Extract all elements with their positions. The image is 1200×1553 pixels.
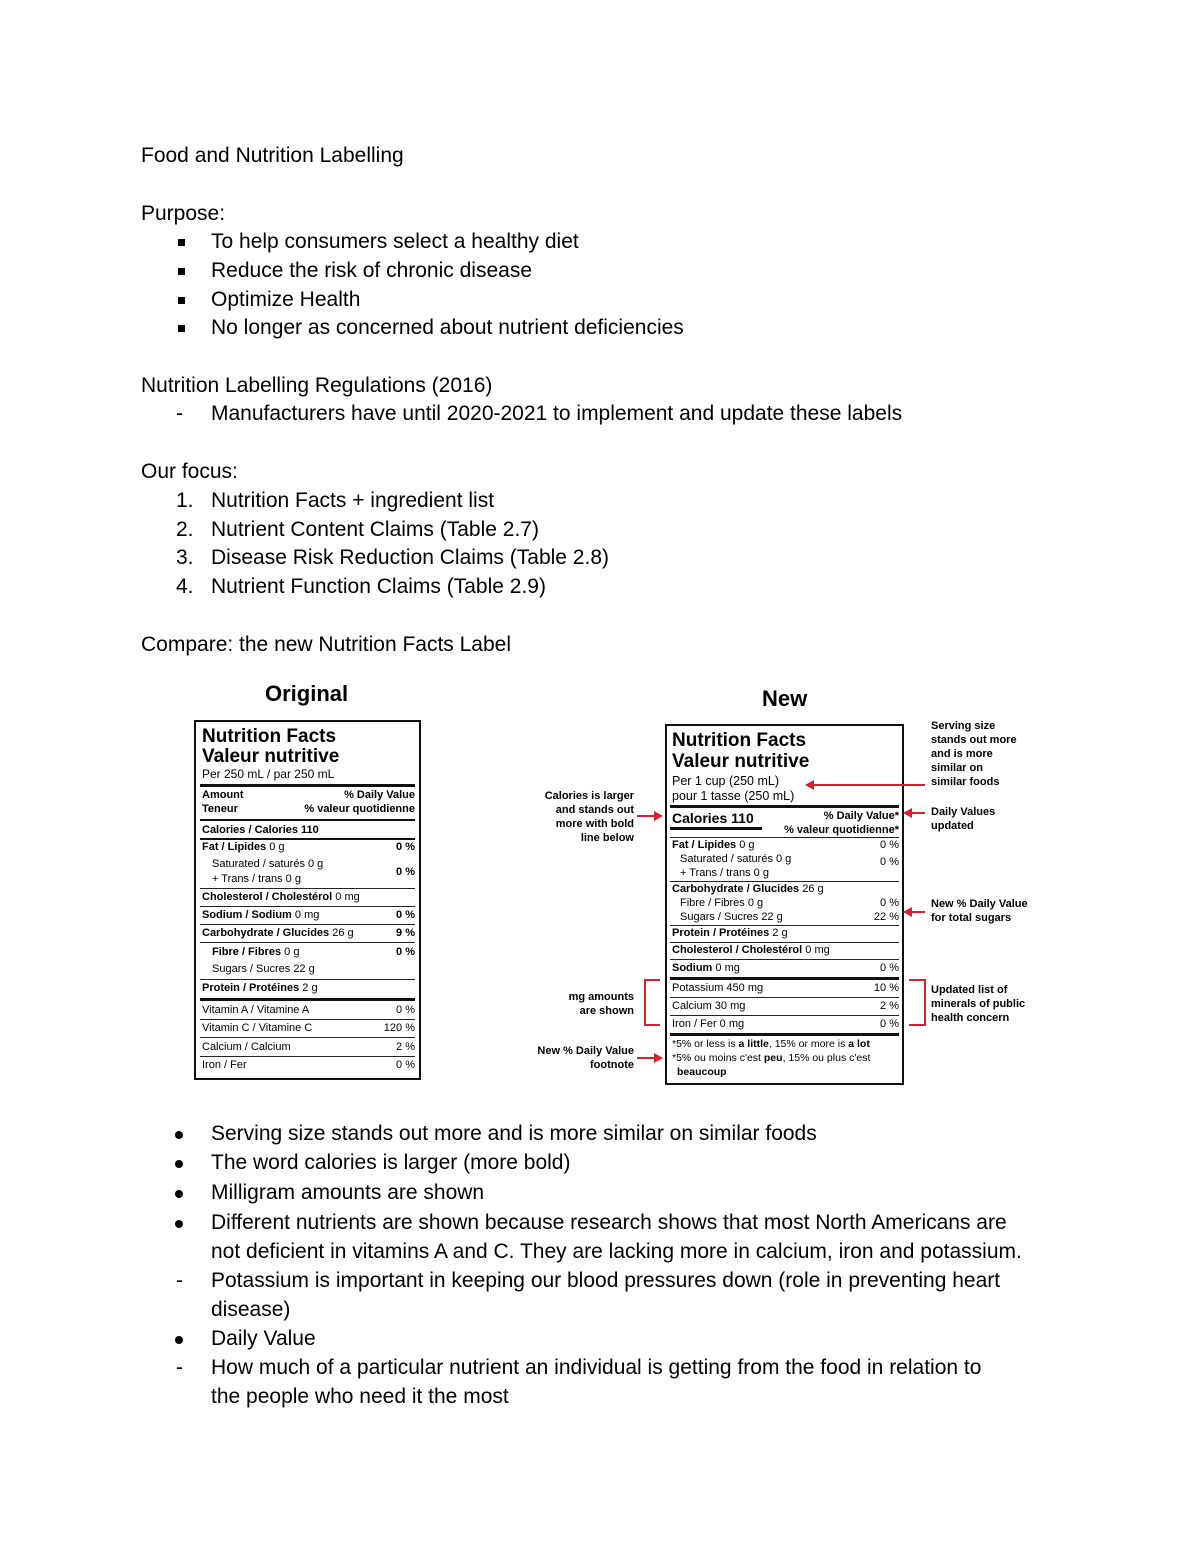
list-number: 3. — [176, 546, 194, 569]
nutrient-row: Fat / Lipides 0 g — [202, 841, 285, 853]
divider — [200, 979, 415, 980]
annotation-dv-updated: Daily Values updated — [931, 806, 996, 832]
calories-row: Calories / Calories 110 — [202, 824, 319, 836]
list-item: Optimize Health — [211, 288, 361, 311]
mineral-dv: 2 % — [880, 1000, 899, 1012]
list-item: Potassium is important in keeping our blood pressures down (role in preventing heart — [211, 1269, 1001, 1292]
arrow-line — [911, 911, 925, 913]
nutrient-row: Sugars / Sucres 22 g — [680, 911, 783, 923]
serving-size: Per 250 mL / par 250 mL — [202, 767, 335, 781]
dash-marker: - — [176, 1269, 183, 1292]
divider — [670, 1033, 899, 1036]
arrow-line — [813, 784, 925, 786]
list-item: Disease Risk Reduction Claims (Table 2.8) — [211, 546, 609, 569]
divider — [200, 888, 415, 889]
divider — [670, 977, 899, 980]
list-item: The word calories is larger (more bold) — [211, 1151, 571, 1174]
list-item: Different nutrients are shown because research shows that most North Americans are — [211, 1211, 1007, 1234]
nutrient-row: Fibre / Fibres 0 g — [212, 946, 300, 958]
divider — [200, 942, 415, 943]
bracket-line — [909, 979, 926, 981]
annotation-calories: Calories is larger and stands out more with bold line below — [544, 790, 634, 844]
nutrient-row: Cholesterol / Cholestérol 0 mg — [202, 891, 360, 903]
nutrient-row: Fibre / Fibres 0 g — [680, 897, 764, 909]
divider — [200, 1056, 415, 1057]
bracket-line — [644, 979, 646, 1026]
divider — [200, 784, 415, 787]
vitamin-dv: 0 % — [396, 1059, 415, 1071]
divider — [670, 997, 899, 998]
divider — [670, 959, 899, 960]
nutrient-row: Protein / Protéines 2 g — [202, 982, 318, 994]
nutrient-row: Saturated / saturés 0 g — [680, 853, 792, 865]
serving-size-fr: pour 1 tasse (250 mL) — [672, 789, 795, 803]
dv-label: % Daily Value — [344, 789, 415, 801]
arrow-right-icon — [654, 1053, 663, 1063]
divider — [670, 1015, 899, 1016]
mineral-row: Calcium 30 mg — [672, 1000, 746, 1012]
list-number: 4. — [176, 575, 194, 598]
mineral-dv: 0 % — [880, 1018, 899, 1030]
bullet-marker — [175, 1220, 183, 1228]
nutrient-dv: 0 % — [880, 856, 899, 868]
nutrient-dv: 0 % — [396, 841, 415, 853]
nutrient-row: Sodium / Sodium 0 mg — [202, 909, 320, 921]
list-item: Manufacturers have until 2020-2021 to implement and update these labels — [211, 402, 903, 425]
page-title: Food and Nutrition Labelling — [141, 144, 404, 167]
nutrient-row: Carbohydrate / Glucides 26 g — [672, 883, 824, 895]
bullet-marker — [178, 268, 185, 275]
nutrient-row: Protein / Protéines 2 g — [672, 927, 788, 939]
calories-bold-line — [670, 827, 762, 830]
divider — [670, 925, 899, 926]
nutrient-dv: 0 % — [880, 962, 899, 974]
nutrient-dv: 0 % — [396, 866, 415, 878]
regulations-heading: Nutrition Labelling Regulations (2016) — [141, 374, 493, 397]
divider — [200, 1037, 415, 1038]
divider — [200, 924, 415, 925]
nutrient-row: Carbohydrate / Glucides 26 g — [202, 927, 354, 939]
bracket-line — [644, 1024, 660, 1026]
bullet-marker — [175, 1160, 183, 1168]
teneur-label: Teneur — [202, 803, 238, 815]
list-item: No longer as concerned about nutrient deficiencies — [211, 316, 684, 339]
dash-marker: - — [176, 402, 183, 425]
nutrient-dv: 9 % — [396, 927, 415, 939]
nutrient-row: Sugars / Sucres 22 g — [212, 963, 315, 975]
divider — [200, 819, 415, 821]
nutrient-dv: 0 % — [880, 839, 899, 851]
vitamin-dv: 0 % — [396, 1004, 415, 1016]
compare-heading: Compare: the new Nutrition Facts Label — [141, 633, 512, 656]
arrow-right-icon — [654, 811, 663, 821]
vitamin-row: Calcium / Calcium — [202, 1041, 291, 1053]
bullet-marker — [175, 1190, 183, 1198]
nutrient-dv: 0 % — [396, 909, 415, 921]
bracket-line — [909, 1024, 926, 1026]
vitamin-row: Iron / Fer — [202, 1059, 247, 1071]
nutrient-row: Saturated / saturés 0 g — [212, 858, 324, 870]
list-item: Milligram amounts are shown — [211, 1181, 485, 1204]
nutrient-row: Cholesterol / Cholestérol 0 mg — [672, 944, 830, 956]
list-item-continuation: not deficient in vitamins A and C. They are lacking more in calcium, iron and potassium. — [211, 1240, 1022, 1263]
nutrient-row: + Trans / trans 0 g — [212, 873, 301, 885]
list-item-continuation: the people who need it the most — [211, 1385, 509, 1408]
divider — [670, 942, 899, 943]
list-item: To help consumers select a healthy diet — [211, 230, 579, 253]
divider — [200, 1019, 415, 1020]
annotation-footnote: New % Daily Value footnote — [537, 1045, 634, 1071]
label-title-fr: Valeur nutritive — [672, 751, 810, 772]
list-item: Nutrient Function Claims (Table 2.9) — [211, 575, 546, 598]
new-heading: New — [762, 686, 808, 711]
list-item: Reduce the risk of chronic disease — [211, 259, 532, 282]
dv-fr-label: % valeur quotidienne — [304, 803, 415, 815]
footnote-line: *5% or less is a little, 15% or more is a lot — [672, 1038, 870, 1050]
annotation-minerals: Updated list of minerals of public health concern — [931, 984, 1026, 1024]
original-label — [194, 720, 421, 1080]
bullet-marker — [178, 239, 185, 246]
footnote-line: *5% ou moins c'est peu, 15% ou plus c'est — [672, 1052, 871, 1064]
dv-label: % Daily Value* — [823, 810, 899, 822]
list-item: Nutrition Facts + ingredient list — [211, 489, 495, 512]
mineral-row: Iron / Fer 0 mg — [672, 1018, 745, 1030]
annotation-serving: Serving size stands out more and is more similar on similar foods — [931, 720, 1017, 788]
purpose-heading: Purpose: — [141, 202, 226, 225]
label-title: Nutrition Facts — [672, 730, 807, 751]
vitamin-row: Vitamin A / Vitamine A — [202, 1004, 310, 1016]
nutrient-row: + Trans / trans 0 g — [680, 867, 769, 879]
arrow-line — [637, 1057, 655, 1059]
list-item-continuation: disease) — [211, 1298, 291, 1321]
bullet-marker — [175, 1131, 183, 1139]
list-item: Nutrient Content Claims (Table 2.7) — [211, 518, 539, 541]
divider — [670, 837, 899, 838]
nutrient-row: Fat / Lipides 0 g — [672, 839, 755, 851]
calories-row: Calories 110 — [672, 810, 754, 826]
annotation-sugars: New % Daily Value for total sugars — [931, 898, 1028, 924]
amount-label: Amount — [202, 789, 244, 801]
list-item: Serving size stands out more and is more similar on similar foods — [211, 1122, 817, 1145]
focus-heading: Our focus: — [141, 460, 238, 483]
bullet-marker — [175, 1336, 183, 1344]
list-number: 1. — [176, 489, 194, 512]
footnote-line: beaucoup — [677, 1066, 727, 1078]
bracket-line — [924, 979, 926, 1026]
mineral-dv: 10 % — [873, 982, 899, 994]
label-title: Nutrition Facts — [202, 726, 337, 747]
nutrient-dv: 0 % — [396, 946, 415, 958]
dash-marker: - — [176, 1356, 183, 1379]
arrow-line — [911, 812, 925, 814]
arrow-line — [637, 815, 655, 817]
vitamin-row: Vitamin C / Vitamine C — [202, 1022, 313, 1034]
list-number: 2. — [176, 518, 194, 541]
bracket-line — [644, 979, 660, 981]
annotation-mg: mg amounts are shown — [568, 991, 634, 1017]
new-label — [665, 724, 904, 1085]
divider — [200, 838, 415, 840]
list-item: Daily Value — [211, 1327, 316, 1350]
divider — [670, 881, 899, 882]
divider — [200, 998, 415, 1001]
mineral-row: Potassium 450 mg — [672, 982, 764, 994]
bullet-marker — [178, 297, 185, 304]
vitamin-dv: 120 % — [383, 1022, 415, 1034]
vitamin-dv: 2 % — [396, 1041, 415, 1053]
nutrient-dv: 0 % — [880, 897, 899, 909]
list-item: How much of a particular nutrient an individual is getting from the food in relation to — [211, 1356, 982, 1379]
nutrient-dv: 22 % — [873, 911, 899, 923]
bullet-marker — [178, 325, 185, 332]
serving-size: Per 1 cup (250 mL) — [672, 774, 779, 788]
original-heading: Original — [265, 681, 349, 706]
divider — [670, 805, 899, 808]
divider — [200, 906, 415, 907]
nutrient-row: Sodium 0 mg — [672, 962, 740, 974]
dv-fr-label: % valeur quotidienne* — [784, 824, 899, 836]
label-title-fr: Valeur nutritive — [202, 746, 340, 767]
